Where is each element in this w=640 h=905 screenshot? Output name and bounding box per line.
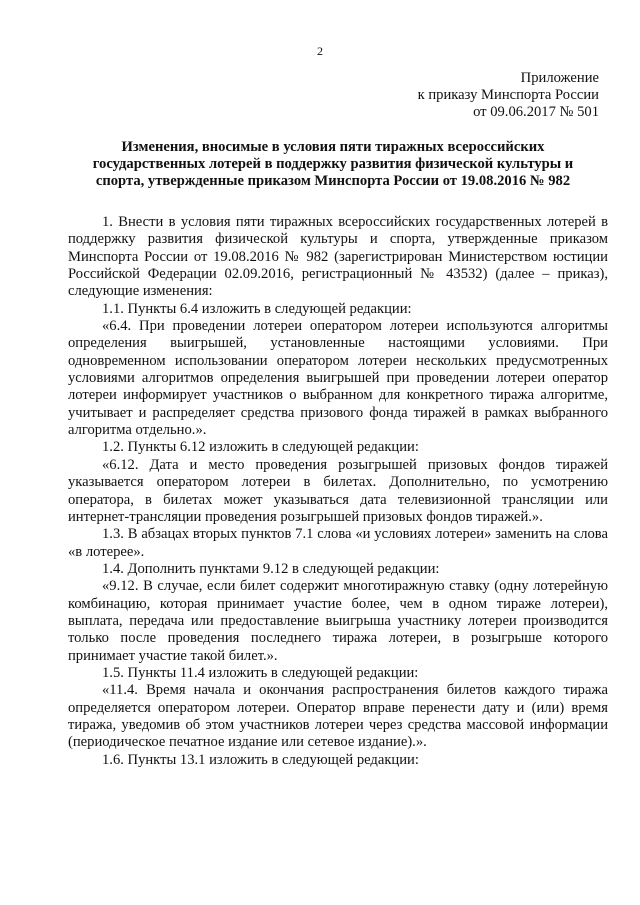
paragraph-1-6: 1.6. Пункты 13.1 изложить в следующей редакции: (102, 751, 419, 768)
paragraph-1-3: 1.3. В абзацах вторых пунктов 7.1 слова «и условиях лотереи» заменить на слова «в лотерее». (68, 526, 608, 560)
paragraph-1-4: 1.4. Дополнить пунктами 9.12 в следующей редакции: (102, 560, 440, 577)
paragraph-1-2: 1.2. Пункты 6.12 изложить в следующей редакции: (102, 439, 419, 456)
paragraph-1: 1. Внести в условия пяти тиражных всероссийских государственных лотерей в поддержку развития физической культуры и спорта, утвержденные приказом Минспорта России от 19.08.2016 № 982 (зарегистрирован Министерством юстиции Российской Федерации 02.09.2016, регистрационный № 43532) (далее – приказ), следующие изменения: (68, 214, 608, 300)
page-number: 2 (317, 44, 323, 58)
paragraph-9-12-quote: «9.12. В случае, если билет содержит многотиражную ставку (одну лотерейную комбинацию, которая принимает участие более, чем в одном тираже лотереи), выплата, передача или предоставление выигрыша участнику лотереи производится только после проведения последнего тиража лотереи, в розыгрыше которого принимает участие такой билет.». (68, 578, 608, 664)
paragraph-6-4-quote: «6.4. При проведении лотереи оператором лотереи используются алгоритмы определения выигрышей, установленные настоящими условиями. При одновременном использовании оператором лотереи нескольких предусмотренных условиями алгоритмов определения выигрышей при проведении лотереи оператор лотереи информирует участников о выбранном для конкретного тиража алгоритме, учитывает и распределяет средства призового фонда тиражей в рамках выбранного алгоритма отдельно.». (68, 318, 608, 439)
paragraph-1-1: 1.1. Пункты 6.4 изложить в следующей редакции: (102, 300, 412, 317)
appendix-block (418, 70, 599, 121)
title-line-1: Изменения, вносимые в условия пяти тиражных всероссийских (121, 139, 545, 155)
paragraph-6-12-quote: «6.12. Дата и место проведения розыгрышей призовых фондов тиражей указывается оператором лотереи в билетах. Дополнительно, по усмотрению оператора, в билетах может указываться дата телевизионной трансляции или интернет-трансляции проведения розыгрышей призовых фондов тиражей.». (68, 456, 608, 525)
appendix-line-3: от 09.06.2017 № 501 (473, 104, 599, 120)
appendix-line-2: к приказу Минспорта России (417, 87, 599, 103)
document-body (68, 214, 608, 769)
paragraph-1-5: 1.5. Пункты 11.4 изложить в следующей редакции: (102, 664, 419, 681)
document-title (58, 139, 608, 190)
appendix-line-1: Приложение (520, 70, 599, 86)
paragraph-11-4-quote: «11.4. Время начала и окончания распространения билетов каждого тиража определяется оператором лотереи. Оператор вправе перенести дату и (или) время тиража, уведомив об этом участников лотереи через средства массовой информации (периодическое печатное издание или сетевое издание).». (68, 682, 608, 751)
title-line-3: спорта, утвержденные приказом Минспорта России от 19.08.2016 № 982 (95, 173, 571, 189)
title-line-2: государственных лотерей в поддержку развития физической культуры и (92, 156, 574, 172)
